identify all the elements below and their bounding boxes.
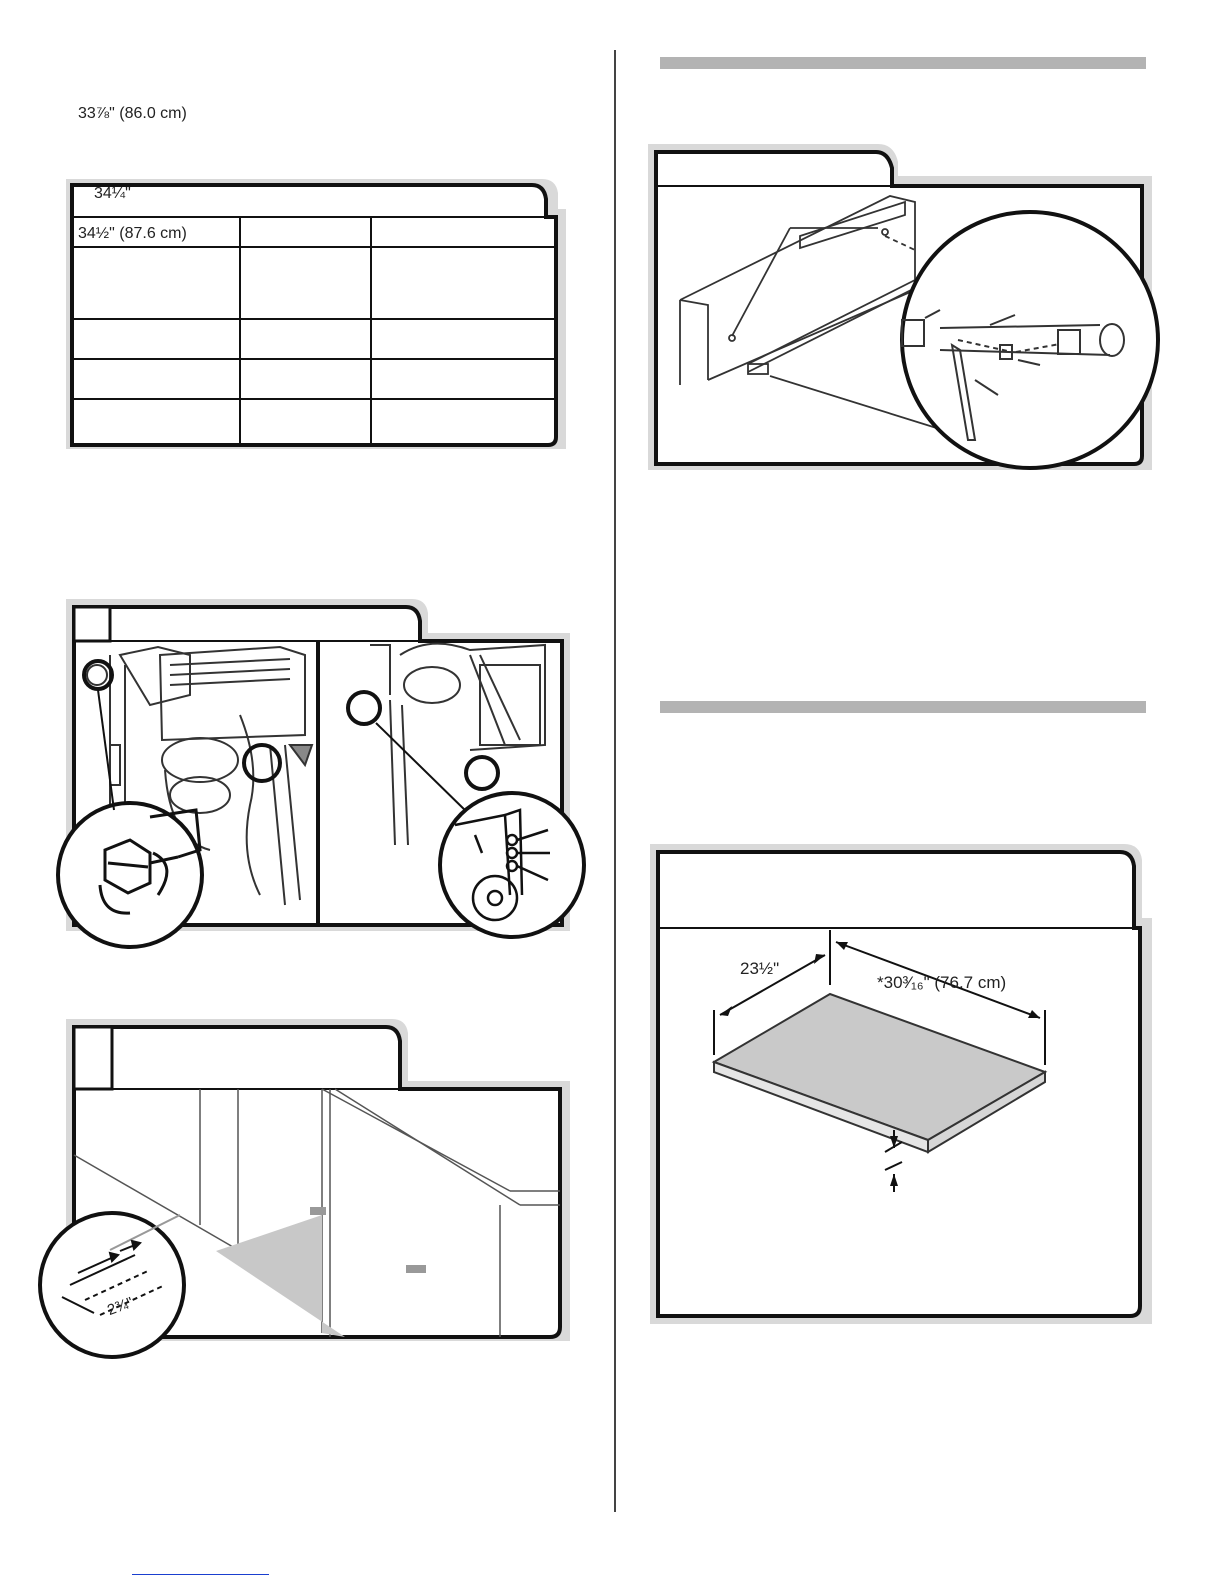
section-rule-top	[660, 57, 1146, 69]
floor-spacing-callout	[40, 1213, 184, 1357]
rear-wheel-callout	[440, 793, 584, 937]
leveling-figure	[50, 595, 580, 950]
table-cell-height-3: 34¼"	[94, 185, 131, 202]
rail-detail-callout	[902, 212, 1158, 468]
column-divider	[614, 50, 616, 1512]
countertop-width-label: *30³⁄₁₆" (76.7 cm)	[877, 973, 1007, 992]
floor-spacing-label: 2¾"	[105, 1294, 136, 1319]
countertop-depth-label: 23½"	[740, 959, 780, 978]
table-cell-height-1: 33⅞" (86.0 cm)	[78, 105, 187, 122]
footer-link[interactable]	[132, 1574, 269, 1575]
table-cell-height-4: 34½" (87.6 cm)	[78, 225, 187, 242]
section-rule-bottom	[660, 701, 1146, 713]
table-cell-height-2	[78, 145, 238, 169]
rail-installation-figure	[640, 140, 1160, 475]
height-table	[60, 175, 570, 455]
countertop-dimension-figure	[640, 840, 1160, 1330]
